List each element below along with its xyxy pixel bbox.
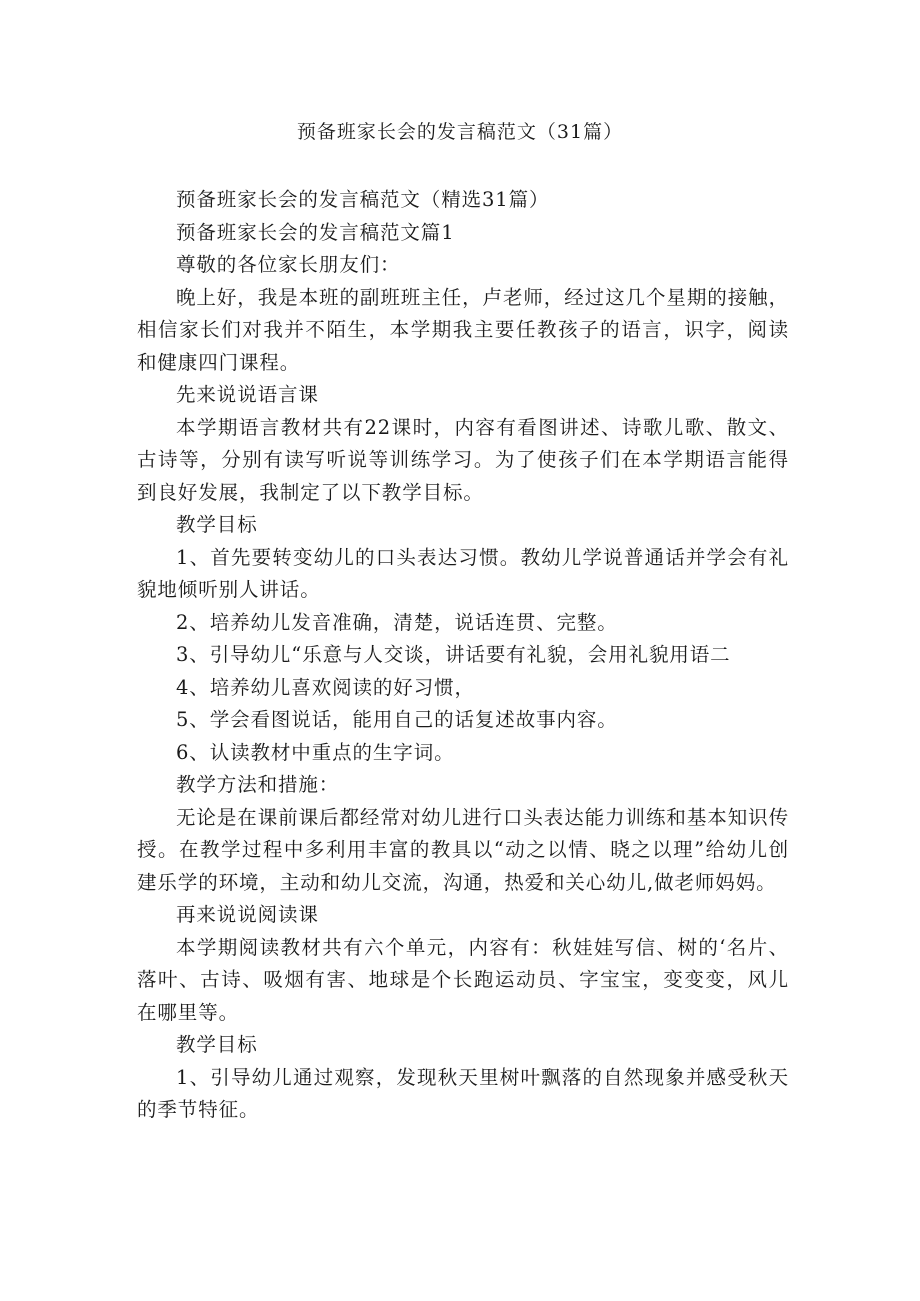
subheading: 教学目标 [176,1033,258,1056]
subheading: 先来说说语言课 [176,383,319,406]
body-paragraph: 无论是在课前课后都经常对幼儿进行口头表达能力训练和基本知识传授。在教学过程中多利用丰富的教具以“动之以情、晓之以理”给幼儿创建乐学的环境，主动和幼儿交流，沟通，热爱和关心幼儿,做老师妈妈。 [137,805,789,894]
subtitle-paragraph: 预备班家长会的发言稿范文（精选31篇） [176,188,550,211]
subheading: 再来说说阅读课 [176,903,319,926]
document-body [137,184,789,1127]
list-item: 1、首先要转变幼儿的口头表达习惯。教幼儿学说普通话并学会有礼貌地倾听别人讲话。 [137,545,789,601]
list-item: 3、引导幼儿“乐意与人交谈，讲话要有礼貌，会用礼貌用语二 [176,643,731,666]
body-paragraph: 晚上好，我是本班的副班班主任，卢老师，经过这几个星期的接触，相信家长们对我并不陌生，本学期我主要任教孩子的语言，识字，阅读和健康四门课程。 [137,285,789,374]
body-paragraph: 本学期语言教材共有22课时，内容有看图讲述、诗歌儿歌、散文、古诗等，分别有读写听说等训练学习。为了使孩子们在本学期语言能得到良好发展，我制定了以下教学目标。 [137,415,789,504]
section-heading: 预备班家长会的发言稿范文篇1 [176,220,455,244]
list-item: 5、学会看图说话，能用自己的话复述故事内容。 [176,708,618,731]
body-paragraph: 本学期阅读教材共有六个单元，内容有：秋娃娃写信、树的‘名片、落叶、古诗、吸烟有害、地球是个长跑运动员、字宝宝，变变变，风儿在哪里等。 [137,935,789,1024]
list-item: 6、认读教材中重点的生字词。 [176,740,455,764]
subheading: 教学方法和措施： [176,773,340,796]
subheading: 教学目标 [176,513,258,536]
document-title: 预备班家长会的发言稿范文（31篇） [296,121,624,143]
list-item: 2、培养幼儿发音准确，清楚，说话连贯、完整。 [176,610,618,634]
list-item: 1、引导幼儿通过观察，发现秋天里树叶飘落的自然现象并感受秋天的季节特征。 [137,1065,789,1121]
salutation: 尊敬的各位家长朋友们： [176,253,401,276]
list-item: 4、培养幼儿喜欢阅读的好习惯， [176,675,475,699]
